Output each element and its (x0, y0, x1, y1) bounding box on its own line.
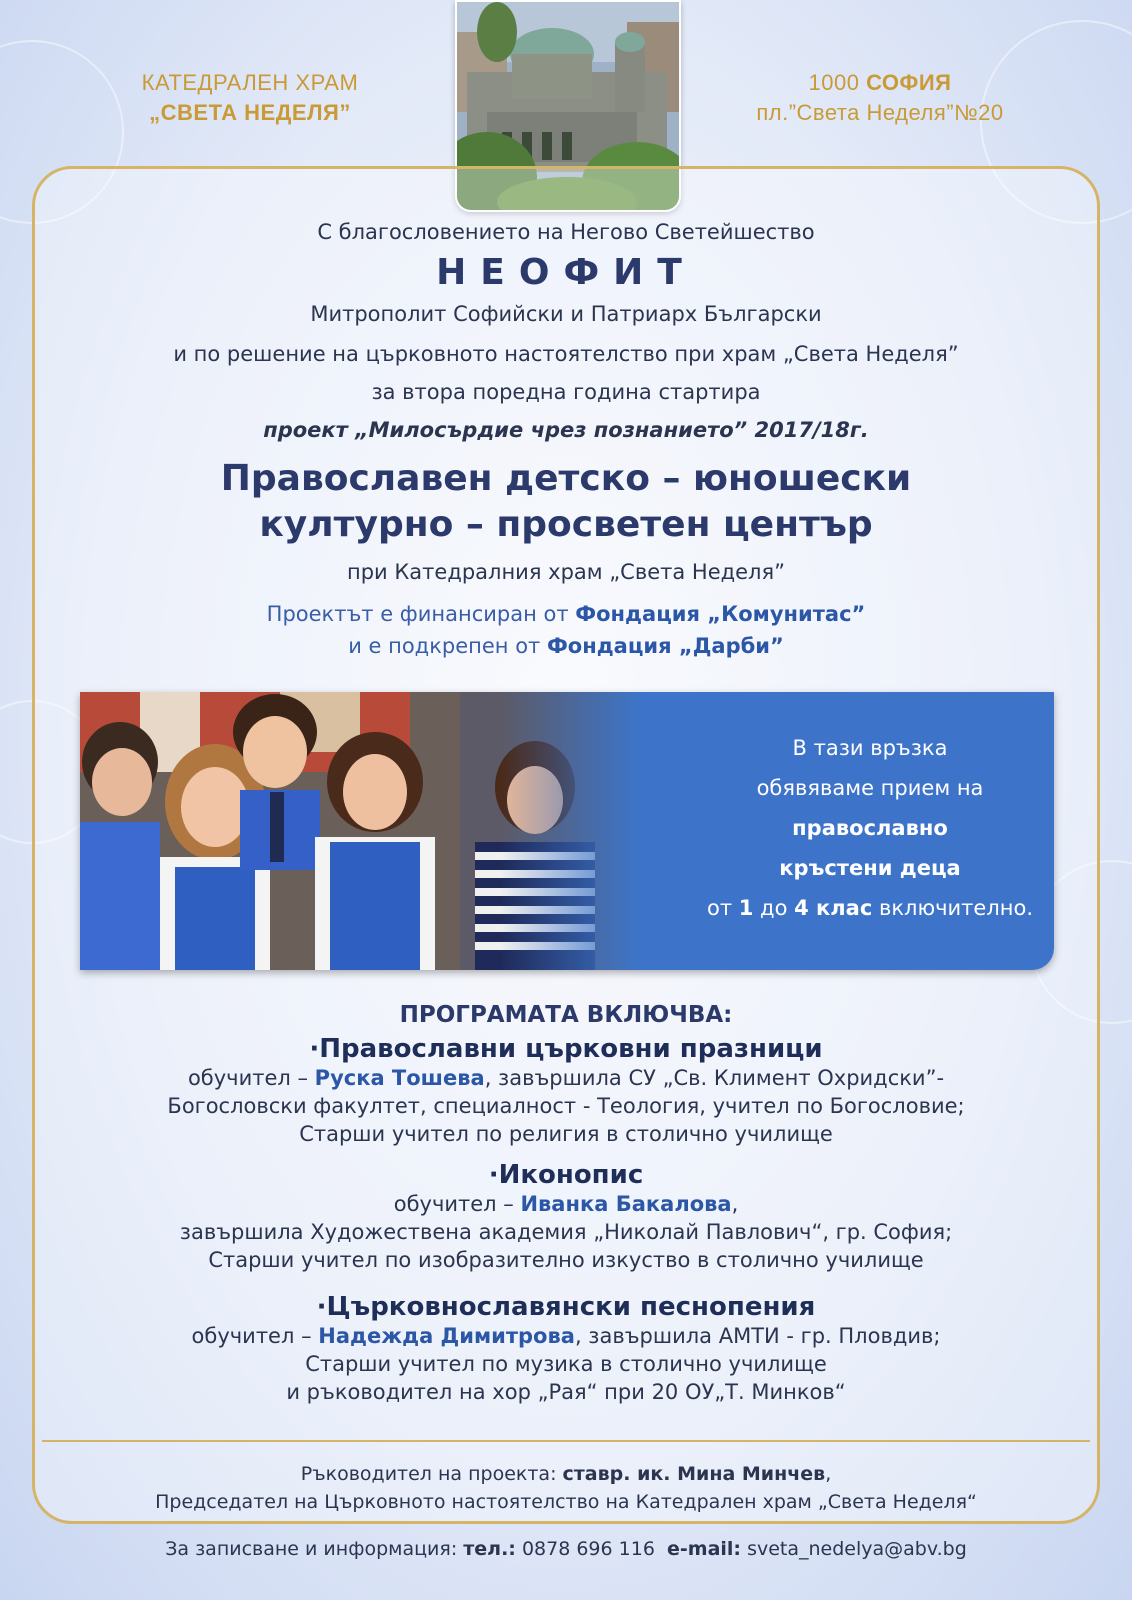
teacher-name: Надежда Димитрова (318, 1324, 575, 1348)
email-label: e-mail: (667, 1538, 742, 1560)
patriarch-name: НЕОФИТ (436, 252, 696, 293)
start-line: за втора поредна година стартира (371, 380, 761, 404)
church-name-header (120, 68, 380, 128)
leader-comma: , (825, 1463, 832, 1485)
grade-inclusive-text: включително. (872, 896, 1034, 920)
funding-org-1: Фондация „Комунитас” (575, 602, 866, 626)
project-leader-info (40, 1460, 1092, 1516)
decision-line: и по решение на църковното настоятелство при храм „Света Неделя” (173, 342, 959, 366)
grade-from-text: от (706, 896, 739, 920)
children-photo (80, 692, 640, 970)
admission-line4: кръстени деца (779, 856, 961, 880)
patriarch-title: Митрополит Софийски и Патриарх Български (310, 302, 822, 326)
main-title-line1: Православен детско – юношески (220, 458, 912, 499)
teacher-line (40, 1190, 1092, 1218)
grade-to: 4 клас (794, 896, 873, 920)
leader-name: ставр. ик. Мина Минчев (562, 1463, 826, 1485)
teacher-name: Иванка Бакалова (520, 1192, 732, 1216)
main-title (40, 456, 1092, 548)
address-header (730, 68, 1030, 128)
funding-text: Проектът е финансиран от (266, 602, 576, 626)
admission-line5 (700, 888, 1040, 928)
teacher-suffix: , завършила СУ „Св. Климент Охридски”- (484, 1066, 945, 1090)
teacher-line (40, 1322, 1092, 1350)
funding-info (40, 598, 1092, 662)
teacher-prefix: обучител – (191, 1324, 319, 1348)
section-heading: ·Иконопис (488, 1160, 644, 1190)
admission-line2: обявяваме прием на (756, 776, 984, 800)
teacher-detail: завършила Художествена академия „Николай Павлович“, гр. София; (179, 1220, 953, 1244)
leader-prefix: Ръководител на проекта: (300, 1463, 563, 1485)
phone-number[interactable]: 0878 696 116 (515, 1538, 655, 1560)
support-text: и е подкрепен от (348, 634, 547, 658)
program-section-2 (40, 1160, 1092, 1274)
leader-title: Председател на Църковното настоятелство на Катедрален храм „Света Неделя“ (155, 1491, 977, 1513)
teacher-name: Руска Тошева (314, 1066, 485, 1090)
subtitle: при Катедралния храм „Света Неделя” (347, 560, 785, 584)
church-name-line2: „СВЕТА НЕДЕЛЯ” (149, 100, 351, 125)
blessing-line: С благословението на Негово Светейшество (317, 220, 815, 244)
teacher-prefix: обучител – (187, 1066, 315, 1090)
contact-info (40, 1538, 1092, 1560)
phone-label: тел.: (463, 1538, 516, 1560)
program-section-1 (40, 1034, 1092, 1148)
teacher-suffix: , (731, 1192, 739, 1216)
teacher-detail: Старши учител по изобразително изкуство в столично училище (208, 1248, 924, 1272)
grade-to-text: до (753, 896, 795, 920)
teacher-detail: и ръководител на хор „Рая“ при 20 ОУ„Т. Минков“ (286, 1380, 846, 1404)
teacher-detail: Старши учител по музика в столично училище (305, 1352, 827, 1376)
teacher-line (40, 1064, 1092, 1092)
section-heading: ·Църковнославянски песнопения (316, 1292, 816, 1322)
project-name: проект „Милосърдие чрез познанието” 2017/18г. (263, 418, 869, 442)
email-address[interactable]: sveta_nedelya@abv.bg (741, 1538, 967, 1560)
admission-line1: В тази връзка (792, 736, 948, 760)
teacher-detail: Богословски факултет, специалност - Теология, учител по Богословие; (167, 1094, 965, 1118)
teacher-prefix: обучител – (393, 1192, 521, 1216)
footer-divider (42, 1440, 1090, 1442)
contact-prefix: За записване и информация: (165, 1538, 464, 1560)
section-heading: ·Православни църковни празници (309, 1034, 823, 1064)
church-name-line1: КАТЕДРАЛЕН ХРАМ (141, 70, 359, 95)
admission-banner (80, 692, 1054, 970)
admission-text (700, 728, 1040, 928)
teacher-detail: Старши учител по религия в столично училище (299, 1122, 833, 1146)
teacher-suffix: , завършила АМТИ - гр. Пловдив; (574, 1324, 941, 1348)
postal-code: 1000 (808, 70, 867, 95)
street-address: пл.”Света Неделя”№20 (756, 100, 1004, 125)
program-title: ПРОГРАМАТА ВКЛЮЧВА: (399, 1002, 733, 1028)
grade-from: 1 (738, 896, 754, 920)
city-name: СОФИЯ (866, 70, 952, 95)
program-section-3 (40, 1292, 1092, 1406)
main-title-line2: културно – просветен център (259, 504, 873, 545)
funding-org-2: Фондация „Дарби” (546, 634, 784, 658)
admission-line3: православно (792, 816, 948, 840)
